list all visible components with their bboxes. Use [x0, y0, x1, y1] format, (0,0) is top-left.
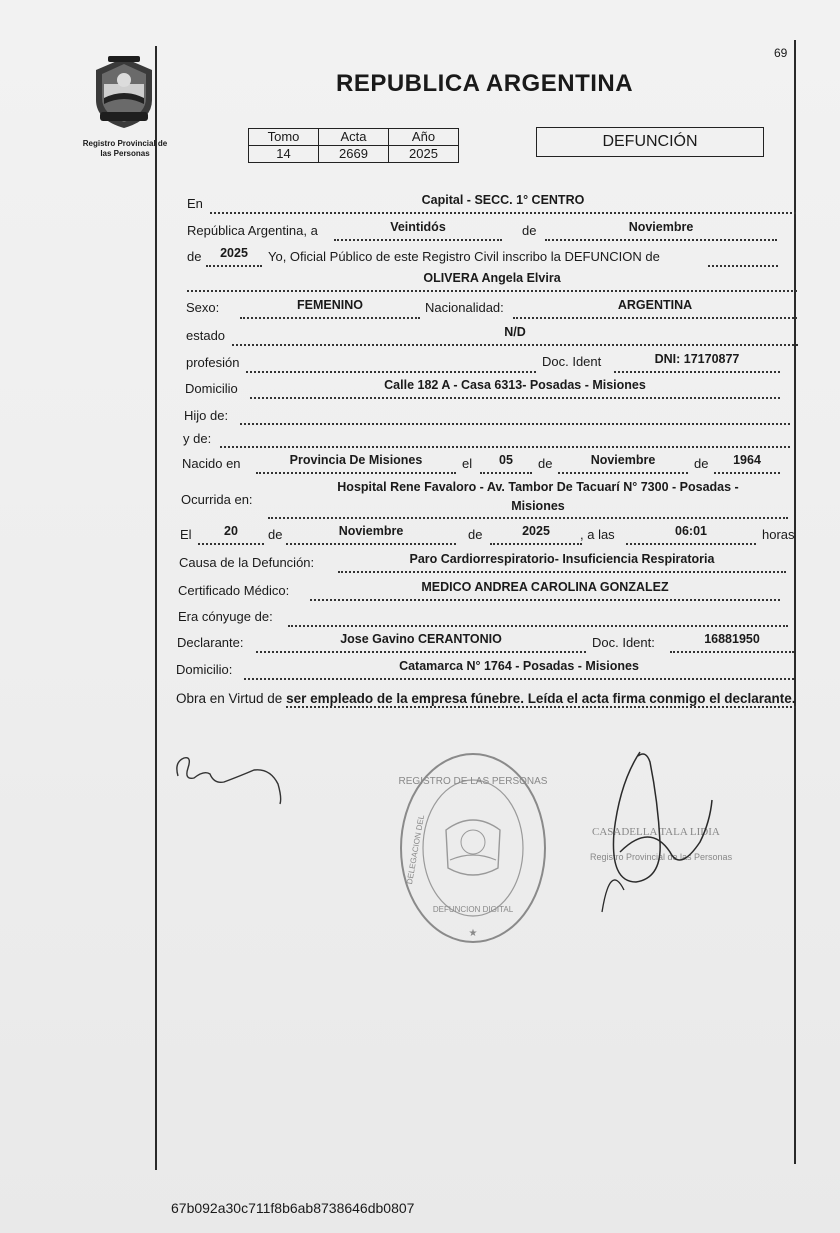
value-declarante: Jose Gavino CERANTONIO: [340, 632, 502, 646]
dots-def-dia: [198, 543, 264, 545]
label-de-4: de: [694, 456, 709, 471]
dots-anio: [206, 265, 262, 267]
dots-estado: [232, 344, 798, 346]
dots-mes: [545, 239, 777, 241]
label-conyuge: Era cónyuge de:: [178, 609, 273, 624]
dots-nacido-lugar: [256, 472, 456, 474]
dots-conyuge: [288, 625, 788, 627]
value-domicilio: Calle 182 A - Casa 6313- Posadas - Misiones: [384, 378, 646, 392]
dots-profesion: [246, 371, 536, 373]
label-republica: República Argentina, a: [187, 223, 318, 238]
label-horas: horas: [762, 527, 795, 542]
acta-value: 2669: [319, 146, 389, 163]
registry-caption: [72, 139, 178, 159]
label-domicilio-2: Domicilio:: [176, 662, 233, 677]
seal-text-bottom: DEFUNCION DIGITAL: [432, 905, 514, 914]
dots-yo-end: [708, 265, 778, 267]
value-estado: N/D: [504, 325, 526, 339]
value-def-dia: 20: [224, 524, 238, 538]
value-causa: Paro Cardiorrespiratorio- Insuficiencia Respiratoria: [409, 552, 715, 566]
label-de-6: de: [468, 527, 483, 542]
label-en: En: [187, 196, 203, 211]
record-type-box: DEFUNCIÓN: [536, 127, 764, 157]
value-nacido-anio: 1964: [733, 453, 761, 467]
value-anio: 2025: [220, 246, 248, 260]
left-margin-line: [155, 46, 157, 1170]
label-certificado: Certificado Médico:: [178, 583, 290, 598]
document-hash: 67b092a30c711f8b6ab8738646db0807: [171, 1200, 415, 1216]
label-el-2: El: [180, 527, 192, 542]
label-domicilio: Domicilio: [185, 381, 238, 396]
label-estado: estado: [186, 328, 226, 343]
value-sexo: FEMENINO: [297, 298, 363, 312]
seal-text-top: REGISTRO DE LAS PERSONAS: [398, 776, 548, 787]
value-nacido-dia: 05: [499, 453, 513, 467]
obra-paragraph: [176, 688, 814, 709]
label-de-1: de: [522, 223, 537, 238]
tomo-header: Tomo: [249, 129, 319, 146]
label-doc-ident-2: Doc. Ident:: [592, 635, 655, 650]
value-mes: Noviembre: [628, 220, 694, 234]
label-ocurrida-en: Ocurrida en:: [181, 492, 253, 507]
dots-sexo: [240, 317, 420, 319]
label-profesion: profesión: [186, 355, 240, 370]
seal-text-left: DELEGACION DEL: [405, 814, 427, 885]
label-a-las: , a las: [580, 527, 615, 542]
value-dia: Veintidós: [390, 220, 446, 234]
seal-star: ★: [468, 928, 478, 939]
label-nacido-en: Nacido en: [182, 456, 241, 471]
dots-y-de: [220, 446, 790, 448]
provincial-logo: [90, 54, 158, 130]
value-def-mes: Noviembre: [338, 524, 404, 538]
label-de-5: de: [268, 527, 283, 542]
dots-declarante-doc: [670, 651, 794, 653]
value-ocurrida-1: Hospital Rene Favaloro - Av. Tambor De Tacuarí N° 7300 - Posadas -: [337, 480, 739, 494]
label-el: el: [462, 456, 473, 471]
dots-en: [210, 212, 796, 214]
dots-dni: [614, 371, 780, 373]
anio-value: 2025: [389, 146, 459, 163]
value-nombre: OLIVERA Angela Elvira: [423, 271, 561, 285]
right-margin-line: [794, 40, 796, 1164]
label-yo: Yo, Oficial Público de este Registro Civil inscribo la DEFUNCION de: [268, 249, 660, 264]
stamp-text-name: CASADELLA TALA LIDIA: [592, 826, 720, 838]
dots-nacido-mes: [558, 472, 688, 474]
value-certificado: MEDICO ANDREA CAROLINA GONZALEZ: [421, 580, 669, 594]
value-obra: ser empleado de la empresa fúnebre. Leída el acta firma conmigo el declarante.: [286, 691, 796, 706]
acta-header: Acta: [319, 129, 389, 146]
label-de-2: de: [187, 249, 202, 264]
dots-declarante: [256, 651, 586, 653]
dots-nacido-dia: [480, 472, 532, 474]
label-hijo-de: Hijo de:: [184, 408, 229, 423]
value-nacido-lugar: Provincia De Misiones: [289, 453, 423, 467]
declarant-signature: [580, 742, 733, 922]
registry-caption-line-2: las Personas: [100, 149, 150, 158]
dots-def-mes: [286, 543, 456, 545]
value-declarante-doc: 16881950: [704, 632, 760, 646]
tomo-acta-anio-table: [248, 128, 459, 163]
dots-causa: [338, 571, 786, 573]
label-doc-ident: Doc. Ident: [542, 354, 602, 369]
dots-hijo-de: [240, 423, 790, 425]
dots-def-anio: [490, 543, 582, 545]
label-nacionalidad: Nacionalidad:: [425, 300, 504, 315]
dots-certificado: [310, 599, 780, 601]
value-nacido-mes: Noviembre: [590, 453, 656, 467]
dots-nacionalidad: [513, 317, 797, 319]
label-declarante: Declarante:: [177, 635, 244, 650]
value-def-hora: 06:01: [675, 524, 707, 538]
page-number: 69: [774, 46, 788, 60]
dots-def-hora: [626, 543, 756, 545]
dots-nacido-anio: [714, 472, 780, 474]
registry-caption-line-1: Registro Provincial de: [82, 139, 168, 148]
value-declarante-domicilio: Catamarca N° 1764 - Posadas - Misiones: [399, 659, 639, 673]
registry-seal: [398, 750, 548, 946]
label-sexo: Sexo:: [186, 300, 220, 315]
anio-header: Año: [389, 129, 459, 146]
dots-dia: [334, 239, 502, 241]
tomo-value: 14: [249, 146, 319, 163]
label-y-de: y de:: [183, 431, 212, 446]
official-signature: [170, 740, 290, 810]
label-causa: Causa de la Defunción:: [179, 555, 315, 570]
label-obra: Obra en Virtud de: [176, 691, 283, 706]
value-dni: DNI: 17170877: [654, 352, 740, 366]
stamp-text-office: Registro Provincial de las Personas: [590, 852, 733, 862]
label-de-3: de: [538, 456, 553, 471]
dots-ocurrida: [268, 517, 788, 519]
value-ocurrida-2: Misiones: [511, 499, 565, 513]
dots-domicilio: [250, 397, 780, 399]
value-lugar: Capital - SECC. 1° CENTRO: [421, 193, 585, 207]
dots-domicilio-2: [244, 678, 794, 680]
document-title: REPUBLICA ARGENTINA: [336, 70, 634, 97]
dots-nombre: [187, 290, 797, 292]
value-nacionalidad: ARGENTINA: [617, 298, 693, 312]
value-def-anio: 2025: [522, 524, 550, 538]
